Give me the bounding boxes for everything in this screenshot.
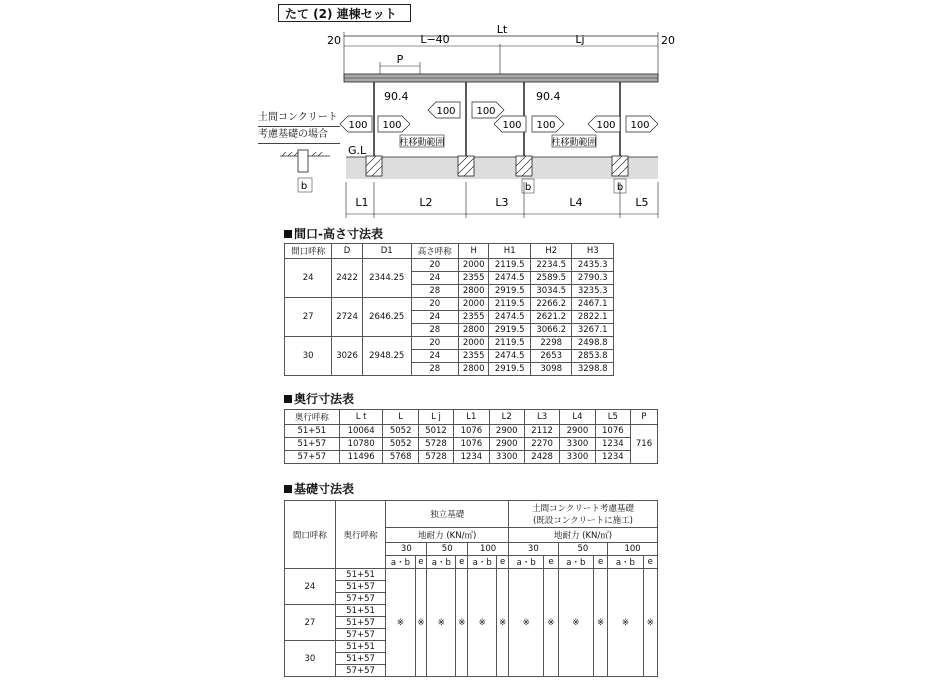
table-cell: 2474.5 (489, 272, 531, 285)
move-range-label: 柱移動範囲 (399, 138, 445, 148)
sub-header: a・b (468, 556, 497, 569)
table-row (285, 259, 614, 272)
d-cell: 2422 (332, 259, 363, 298)
table-cell: 2919.5 (489, 324, 531, 337)
table-cell: 5768 (383, 451, 418, 464)
side-note (258, 110, 340, 144)
table-cell: 2900 (489, 425, 524, 438)
span-cell: 30 (285, 337, 332, 376)
table-header: L1 (454, 410, 489, 425)
angle-left: 90.4 (384, 90, 409, 103)
depth-cell: 57+57 (335, 629, 386, 641)
depth-cell: 51+57 (335, 617, 386, 629)
d1-cell: 2344.25 (362, 259, 411, 298)
table-cell: 3267.1 (572, 324, 614, 337)
table-cell: 1234 (454, 451, 489, 464)
group-slab (509, 501, 658, 528)
table-cell: 5052 (383, 438, 418, 451)
table-cell: 3034.5 (530, 285, 572, 298)
bearing-label: 地耐力 (KN/㎡) (509, 528, 658, 543)
d-cell: 2724 (332, 298, 363, 337)
dim-20-left: 20 (327, 34, 341, 47)
table-cell: 28 (411, 363, 458, 376)
table-header: 間口呼称 (285, 244, 332, 259)
mark-cell: ※ (593, 569, 607, 677)
table-cell: 2000 (458, 259, 489, 272)
table-header: L (383, 410, 418, 425)
table-cell: 3300 (560, 438, 595, 451)
mark-cell: ※ (468, 569, 497, 677)
table-row (285, 298, 614, 311)
table-cell: 3098 (530, 363, 572, 376)
table-header: L2 (489, 410, 524, 425)
b-label: b (300, 181, 308, 192)
table-row (285, 451, 658, 464)
table-cell: 3300 (489, 451, 524, 464)
table-header: 奥行呼称 (285, 410, 340, 425)
span-cell: 24 (285, 259, 332, 298)
table-cell: 3066.2 (530, 324, 572, 337)
table-header: H3 (572, 244, 614, 259)
table-cell: 2467.1 (572, 298, 614, 311)
move-range-label: 柱移動範囲 (551, 138, 597, 148)
table-cell: 2000 (458, 337, 489, 350)
mark-cell: ※ (608, 569, 643, 677)
table-cell: 2900 (560, 425, 595, 438)
dim-l2: L2 (419, 196, 433, 209)
span-cell: 30 (285, 641, 336, 677)
sub-header: a・b (386, 556, 415, 569)
table-cell: 2119.5 (489, 259, 531, 272)
side-note-line: 考慮基礎の場合 (258, 127, 340, 144)
depth-cell: 51+57 (335, 581, 386, 593)
table-cell: 2790.3 (572, 272, 614, 285)
bearing-value: 50 (558, 543, 608, 556)
dim-100: 100 (502, 120, 522, 131)
table-header: 高さ呼称 (411, 244, 458, 259)
mark-cell: ※ (558, 569, 593, 677)
table-cell: 57+57 (285, 451, 340, 464)
depth-cell: 51+57 (335, 653, 386, 665)
dim-100: 100 (382, 120, 402, 131)
table-cell: 1076 (454, 438, 489, 451)
table-cell: 2653 (530, 350, 572, 363)
dim-20-right: 20 (661, 34, 675, 47)
bearing-value: 100 (608, 543, 658, 556)
mark-cell: ※ (415, 569, 427, 677)
dim-l5: L5 (635, 196, 649, 209)
mark-cell: ※ (643, 569, 657, 677)
table-row (285, 425, 658, 438)
table-cell: 2474.5 (489, 350, 531, 363)
table-cell: 3300 (560, 451, 595, 464)
b-label: b (616, 182, 624, 193)
dim-100: 100 (596, 120, 616, 131)
depth-cell: 51+51 (335, 605, 386, 617)
table-cell: 2800 (458, 285, 489, 298)
depth-cell: 51+51 (335, 569, 386, 581)
table-header: H (458, 244, 489, 259)
dim-p: P (396, 53, 404, 66)
dim-lj: Lj (575, 33, 585, 46)
table-header: P (631, 410, 658, 425)
mark-cell: ※ (497, 569, 509, 677)
group-independent: 独立基礎 (386, 501, 509, 528)
table-cell: 5052 (383, 425, 418, 438)
bearing-value: 100 (468, 543, 509, 556)
table-cell: 10780 (339, 438, 383, 451)
bearing-value: 50 (427, 543, 468, 556)
table-header: D (332, 244, 363, 259)
sub-header: e (456, 556, 468, 569)
depth-cell: 57+57 (335, 665, 386, 677)
table-cell: 2270 (524, 438, 559, 451)
table-cell: 2498.8 (572, 337, 614, 350)
gl-label: G.L (348, 144, 367, 157)
table-cell: 1076 (454, 425, 489, 438)
table-cell: 24 (411, 272, 458, 285)
table-header: L3 (524, 410, 559, 425)
table-cell: 2266.2 (530, 298, 572, 311)
table-cell: 2355 (458, 311, 489, 324)
table-cell: 2355 (458, 272, 489, 285)
size-height-table (284, 243, 614, 376)
header-span: 間口呼称 (285, 501, 336, 569)
sub-header: a・b (558, 556, 593, 569)
table-cell: 1234 (595, 438, 630, 451)
d-cell: 3026 (332, 337, 363, 376)
dim-100: 100 (630, 120, 650, 131)
sub-header: e (544, 556, 558, 569)
table-row (285, 438, 658, 451)
table-cell: 20 (411, 259, 458, 272)
bearing-value: 30 (509, 543, 559, 556)
table-cell: 2474.5 (489, 311, 531, 324)
span-cell: 27 (285, 605, 336, 641)
bearing-value: 30 (386, 543, 427, 556)
p-cell: 716 (631, 425, 658, 464)
mark-cell: ※ (544, 569, 558, 677)
side-note-line: 土間コンクリート (258, 110, 340, 127)
table-cell: 2800 (458, 324, 489, 337)
section-title: たて (2) 連棟セット (278, 4, 411, 22)
table-cell: 2621.2 (530, 311, 572, 324)
table-cell: 2119.5 (489, 337, 531, 350)
section-heading: 間口-高さ寸法表 (284, 225, 383, 242)
foundation-table (284, 500, 658, 677)
table-cell: 1076 (595, 425, 630, 438)
mark-cell: ※ (386, 569, 415, 677)
table-cell: 2000 (458, 298, 489, 311)
table-cell: 3235.3 (572, 285, 614, 298)
table-cell: 2919.5 (489, 285, 531, 298)
section-heading: 奥行寸法表 (284, 390, 354, 407)
table-cell: 3298.8 (572, 363, 614, 376)
d1-cell: 2646.25 (362, 298, 411, 337)
d1-cell: 2948.25 (362, 337, 411, 376)
table-row (285, 501, 658, 528)
dim-100: 100 (436, 106, 456, 117)
sub-header: e (593, 556, 607, 569)
table-cell: 24 (411, 311, 458, 324)
table-header: H1 (489, 244, 531, 259)
sub-header: a・b (509, 556, 544, 569)
table-row (285, 337, 614, 350)
table-cell: 5728 (418, 451, 453, 464)
depth-table (284, 409, 658, 464)
sub-header: a・b (608, 556, 643, 569)
depth-cell: 51+51 (335, 641, 386, 653)
dim-100: 100 (476, 106, 496, 117)
section-heading: 基礎寸法表 (284, 480, 354, 497)
sub-header: e (497, 556, 509, 569)
table-header: D1 (362, 244, 411, 259)
sub-header: e (415, 556, 427, 569)
table-row (285, 569, 658, 581)
group-slab-line: (既設コンクリートに施工) (533, 516, 633, 526)
table-cell: 2800 (458, 363, 489, 376)
dim-l3: L3 (495, 196, 509, 209)
table-cell: 28 (411, 285, 458, 298)
table-cell: 11496 (339, 451, 383, 464)
footing-detail (280, 148, 330, 194)
table-cell: 5012 (418, 425, 453, 438)
table-cell: 2234.5 (530, 259, 572, 272)
table-cell: 2900 (489, 438, 524, 451)
angle-right: 90.4 (536, 90, 561, 103)
span-cell: 27 (285, 298, 332, 337)
b-label: b (524, 182, 532, 193)
table-cell: 2822.1 (572, 311, 614, 324)
table-header: L5 (595, 410, 630, 425)
span-cell: 24 (285, 569, 336, 605)
dim-l1: L1 (355, 196, 369, 209)
mark-cell: ※ (456, 569, 468, 677)
group-slab-line: 土間コンクリート考慮基礎 (532, 504, 634, 514)
dim-lt: Lt (496, 23, 508, 36)
dim-100: 100 (348, 120, 368, 131)
table-cell: 2298 (530, 337, 572, 350)
dim-l4: L4 (569, 196, 583, 209)
sub-header: a・b (427, 556, 456, 569)
table-cell: 2589.5 (530, 272, 572, 285)
header-depth: 奥行呼称 (335, 501, 386, 569)
table-cell: 2919.5 (489, 363, 531, 376)
table-cell: 1234 (595, 451, 630, 464)
bearing-label: 地耐力 (KN/㎡) (386, 528, 509, 543)
table-header: H2 (530, 244, 572, 259)
table-cell: 2853.8 (572, 350, 614, 363)
table-cell: 24 (411, 350, 458, 363)
depth-cell: 57+57 (335, 593, 386, 605)
dim-l40: L−40 (420, 33, 450, 46)
table-cell: 51+51 (285, 425, 340, 438)
table-header: L t (339, 410, 383, 425)
dim-100: 100 (536, 120, 556, 131)
table-cell: 20 (411, 337, 458, 350)
table-header: L j (418, 410, 453, 425)
table-cell: 2119.5 (489, 298, 531, 311)
table-cell: 2435.3 (572, 259, 614, 272)
table-header: L4 (560, 410, 595, 425)
table-cell: 5728 (418, 438, 453, 451)
table-cell: 20 (411, 298, 458, 311)
table-cell: 51+57 (285, 438, 340, 451)
table-cell: 2355 (458, 350, 489, 363)
sub-header: e (643, 556, 657, 569)
table-cell: 28 (411, 324, 458, 337)
mark-cell: ※ (427, 569, 456, 677)
mark-cell: ※ (509, 569, 544, 677)
table-cell: 2112 (524, 425, 559, 438)
table-cell: 10064 (339, 425, 383, 438)
table-cell: 2428 (524, 451, 559, 464)
